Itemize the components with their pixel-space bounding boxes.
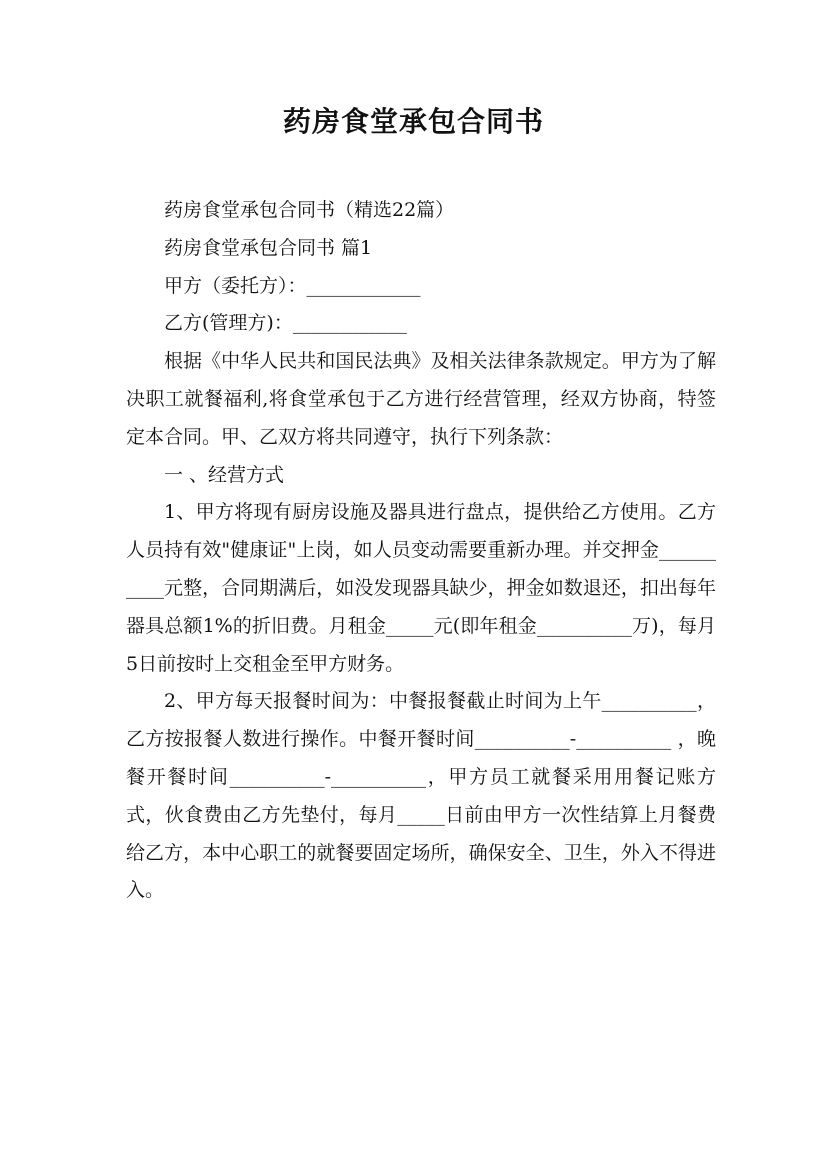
paragraph-section-heading: 药房食堂承包合同书 篇1 (164, 236, 373, 259)
paragraph-party-a: 甲方（委托方）：____________ (164, 274, 421, 297)
paragraph-party-b: 乙方(管理方)：____________ (164, 312, 407, 335)
document-body (126, 192, 716, 910)
paragraph-subtitle: 药房食堂承包合同书（精选22篇） (164, 199, 455, 221)
paragraph-clause-2: 2、甲方每天报餐时间为：中餐报餐截止时间为上午__________，乙方按报餐人数进行操作。中餐开餐时间__________-__________ ，晚餐开餐时间__________-__________，甲方员工就餐采用用餐记账方式，伙食费由乙方先垫付，每月_____日前由甲方一次性结算上月餐费给乙方，本中心职工的就餐要固定场所，确保安全、卫生，外入不得进入。 (126, 690, 716, 902)
document-title: 药房食堂承包合同书 (282, 105, 544, 138)
paragraph-preamble: 根据《中华人民共和国民法典》及相关法律条款规定。甲方为了解决职工就餐福利,将食堂承包于乙方进行经营管理，经双方协商，特签定本合同。甲、乙双方将共同遵守，执行下列条款： (126, 350, 716, 448)
paragraph-clause-heading: 一 、经营方式 (164, 463, 285, 486)
paragraph-clause-1: 1、甲方将现有厨房设施及器具进行盘点，提供给乙方使用。乙方人员持有效"健康证"上岗，如人员变动需要重新办理。并交押金__________元整，合同期满后，如没发现器具缺少，押金如数退还，扣出每年器具总额1%的折旧费。月租金_____元(即年租金__________万)，每月5日前按时上交租金至甲方财务。 (126, 501, 716, 675)
